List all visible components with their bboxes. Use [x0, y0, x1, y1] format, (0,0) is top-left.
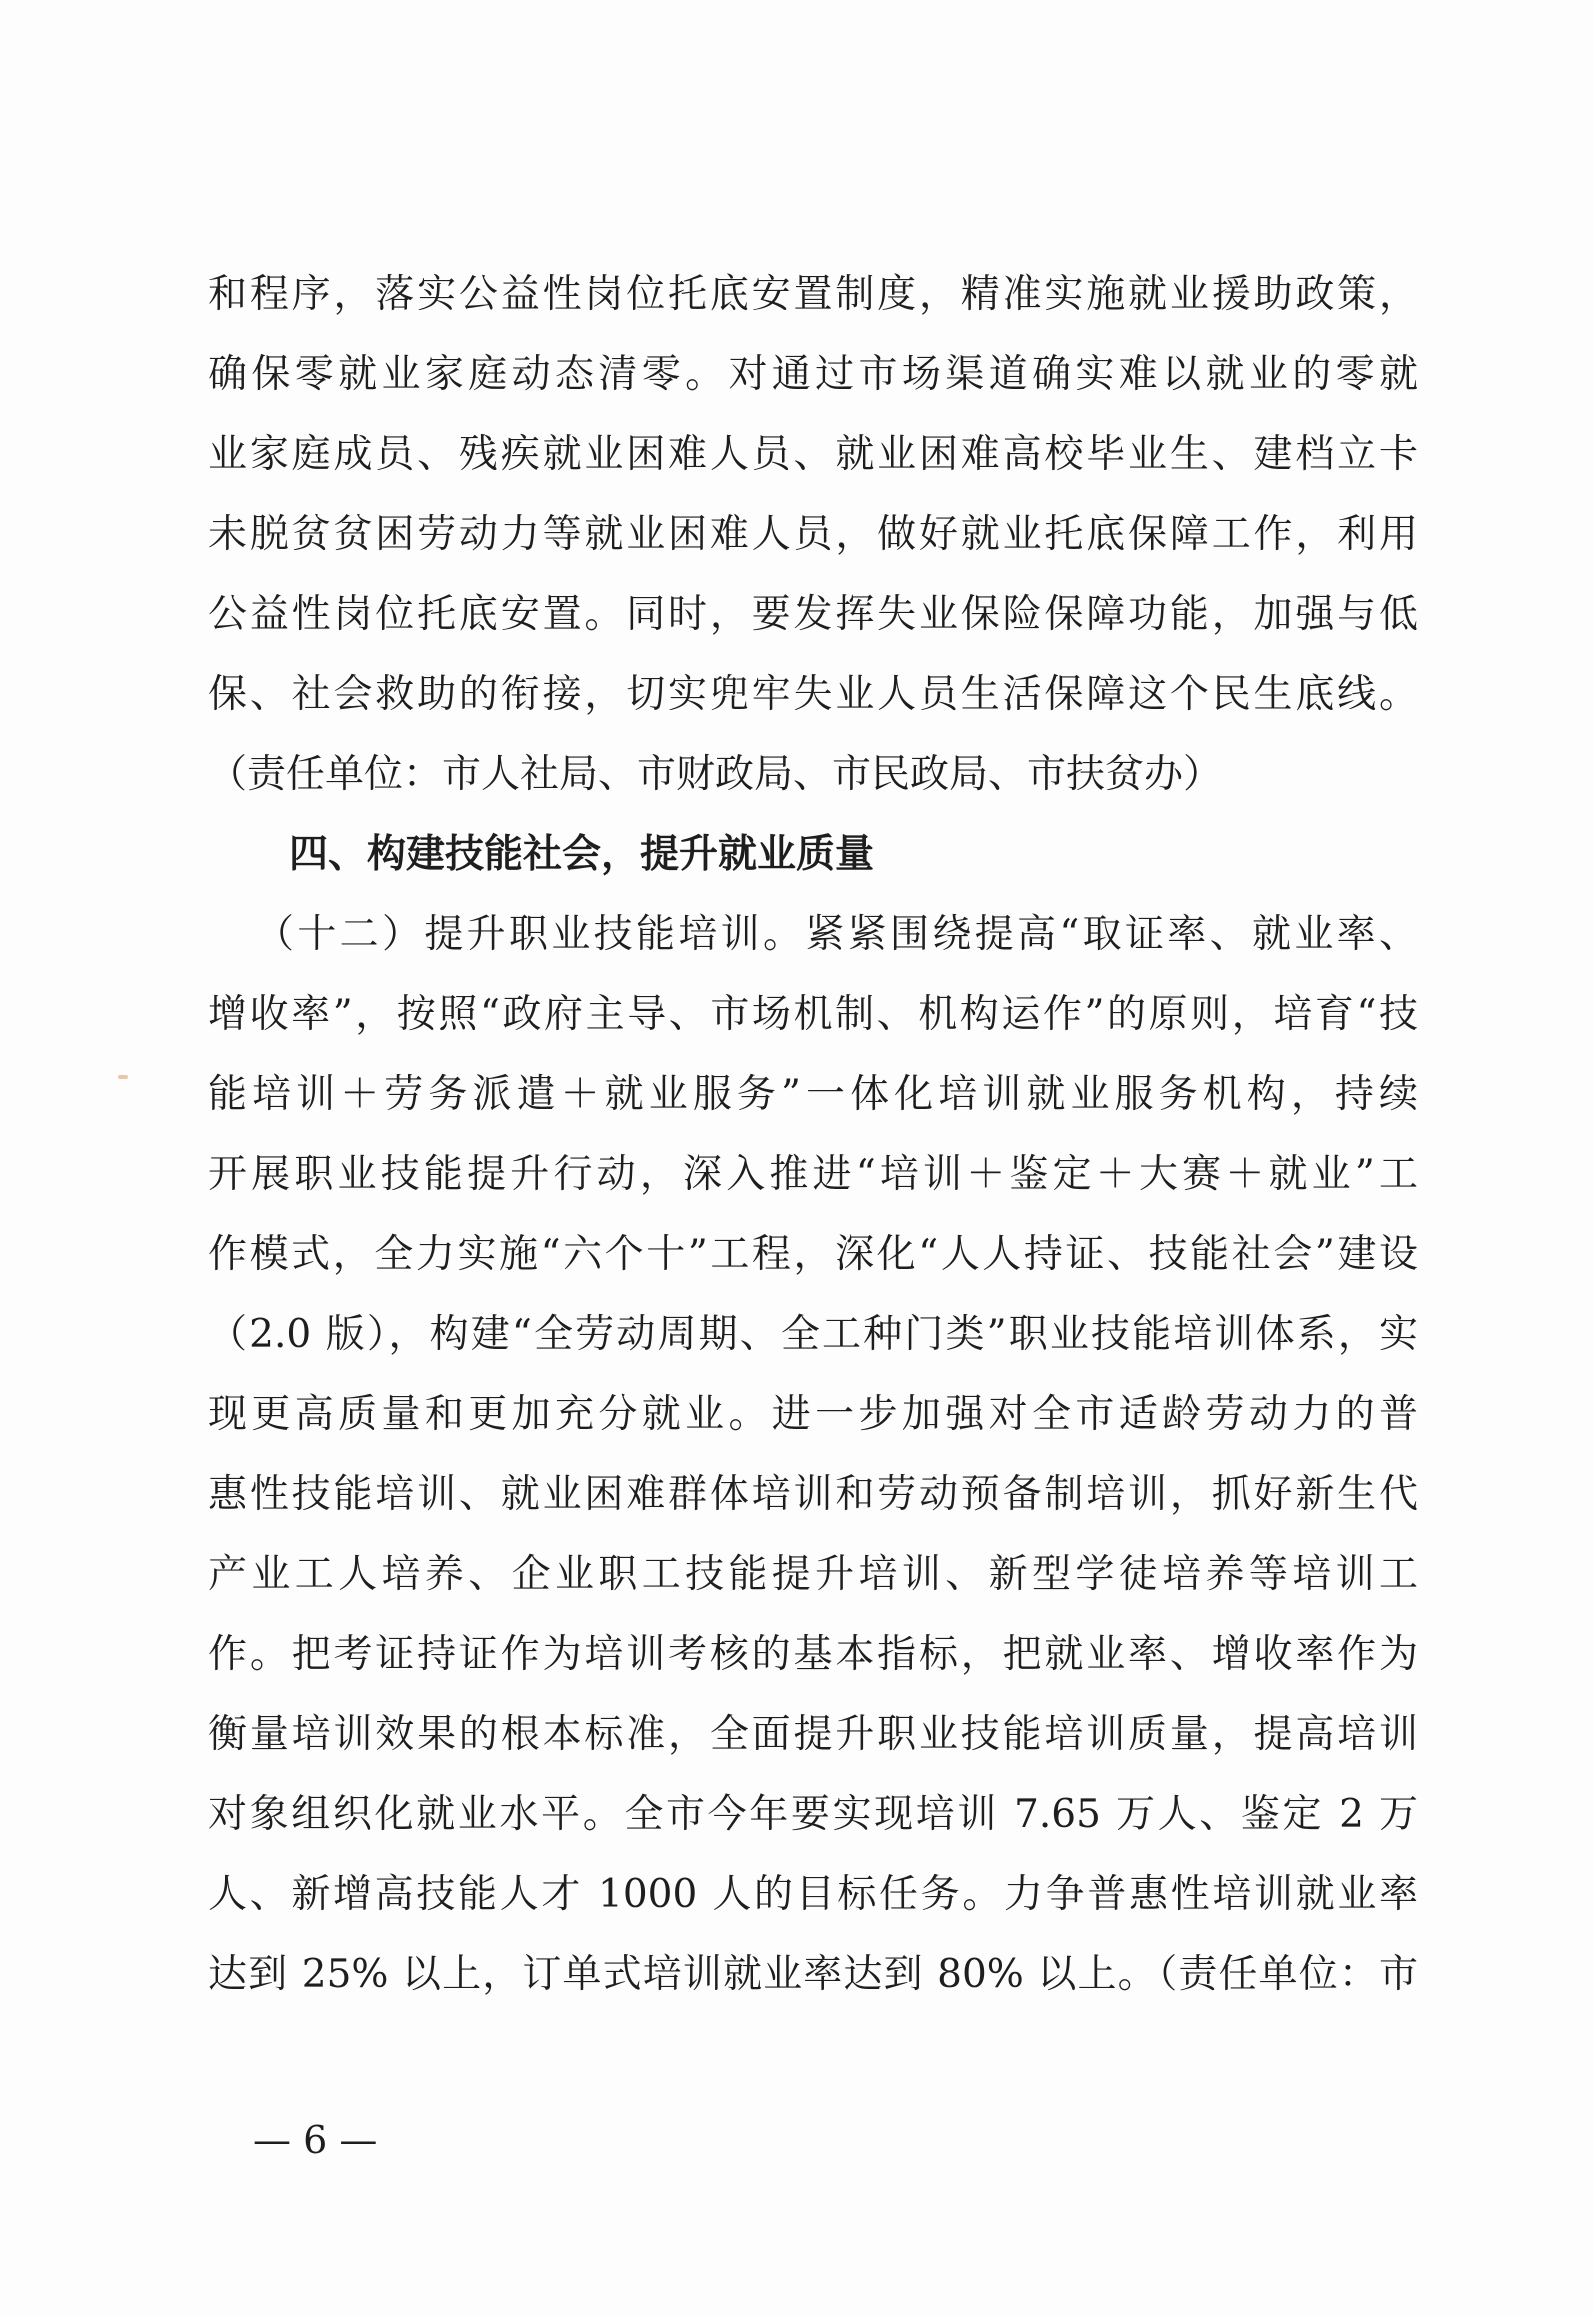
body-text-line: 作模式，全力实施“六个十”工程，深化“人人持证、技能社会”建设: [208, 1232, 1418, 1277]
body-text-line: （2.0 版），构建“全劳动周期、全工种门类”职业技能培训体系，实: [208, 1312, 1418, 1357]
body-text-line: 达到 25% 以上，订单式培训就业率达到 80% 以上。（责任单位：市: [208, 1952, 1418, 1997]
body-text-line: 增收率”，按照“政府主导、市场机制、机构运作”的原则，培育“技: [208, 992, 1418, 1037]
paragraph-first-line: （十二）提升职业技能培训。紧紧围绕提高“取证率、就业率、: [255, 912, 1418, 957]
body-text-line: 人、新增高技能人才 1000 人的目标任务。力争普惠性培训就业率: [208, 1872, 1418, 1917]
body-text-line: 公益性岗位托底安置。同时，要发挥失业保险保障功能，加强与低: [208, 592, 1418, 637]
body-text-line: 对象组织化就业水平。全市今年要实现培训 7.65 万人、鉴定 2 万: [208, 1792, 1418, 1837]
body-text-line: 现更高质量和更加充分就业。进一步加强对全市适龄劳动力的普: [208, 1392, 1418, 1437]
body-text-line: 未脱贫贫困劳动力等就业困难人员，做好就业托底保障工作，利用: [208, 512, 1418, 557]
responsibility-note: （责任单位：市人社局、市财政局、市民政局、市扶贫办）: [208, 752, 1223, 797]
body-text-line: 开展职业技能提升行动，深入推进“培训＋鉴定＋大赛＋就业”工: [208, 1152, 1418, 1197]
body-text-line: 惠性技能培训、就业困难群体培训和劳动预备制培训，抓好新生代: [208, 1472, 1418, 1517]
body-text-line: 产业工人培养、企业职工技能提升培训、新型学徒培养等培训工: [208, 1552, 1418, 1597]
page-number: — 6 —: [253, 2118, 378, 2162]
scan-speck: [118, 1075, 128, 1079]
body-text-line: 作。把考证持证作为培训考核的基本指标，把就业率、增收率作为: [208, 1632, 1418, 1677]
body-text-line: 能培训＋劳务派遣＋就业服务”一体化培训就业服务机构，持续: [208, 1072, 1418, 1117]
body-text-line: 衡量培训效果的根本标准，全面提升职业技能培训质量，提高培训: [208, 1712, 1418, 1757]
body-text-line: 确保零就业家庭动态清零。对通过市场渠道确实难以就业的零就: [208, 352, 1418, 397]
body-text-line: 保、社会救助的衔接，切实兜牢失业人员生活保障这个民生底线。: [208, 672, 1418, 717]
section-heading: 四、构建技能社会，提升就业质量: [289, 832, 875, 877]
body-text-line: 和程序，落实公益性岗位托底安置制度，精准实施就业援助政策，: [208, 272, 1418, 317]
body-text-line: 业家庭成员、残疾就业困难人员、就业困难高校毕业生、建档立卡: [208, 432, 1418, 477]
